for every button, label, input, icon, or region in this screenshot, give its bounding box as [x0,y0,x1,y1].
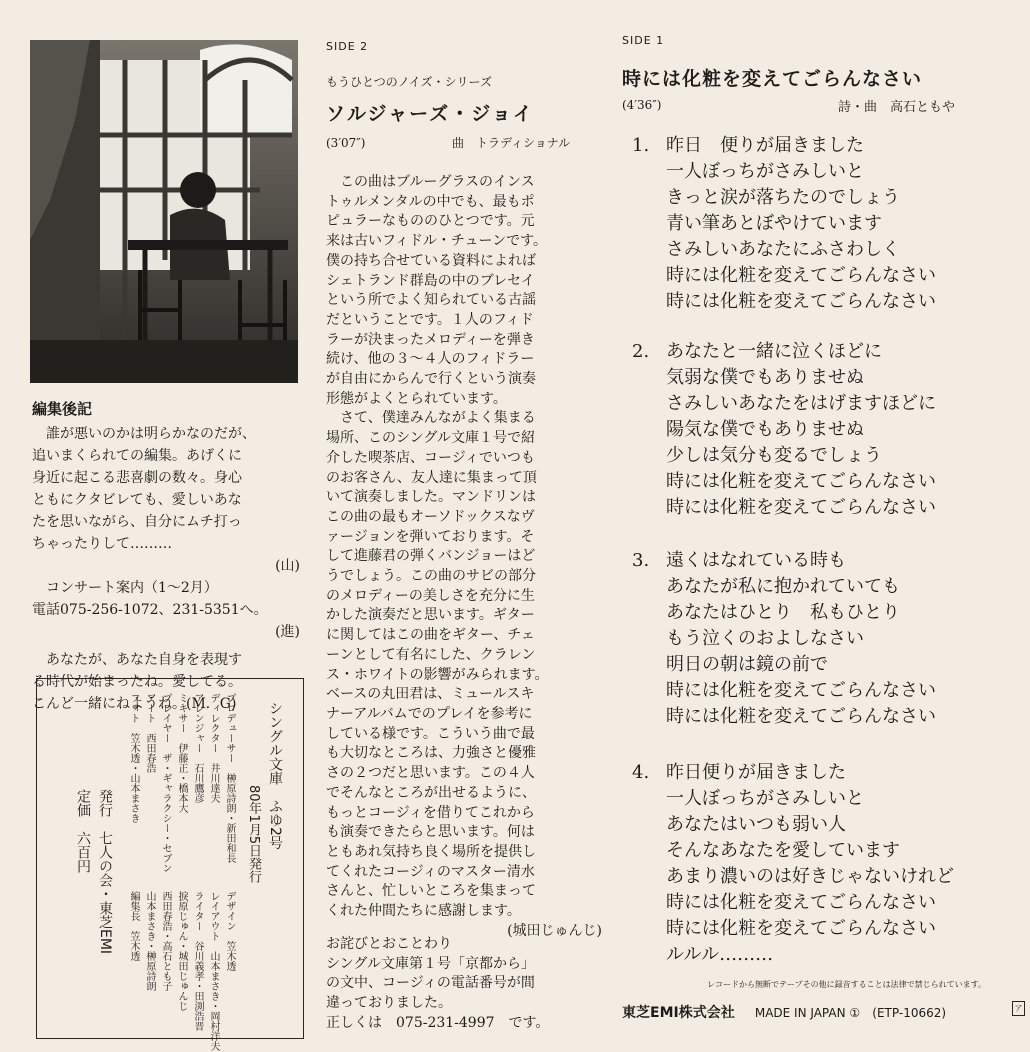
copyright-notice: レコードから無断でテープその他に録音することは法律で禁じられています。 [707,980,986,989]
made-in: MADE IN JAPAN ① [754,1006,861,1020]
label-info [622,1002,946,1022]
lyric-line: 昨日 便りが届きました [666,135,864,156]
credits-date: 80年1月5日発行 [246,785,261,884]
body-line: 僕の持ち合せている資料によれば [326,252,536,269]
lyric-line: 時には化粧を変えてごらんなさい [666,265,936,286]
body-line: も演奏できたらと思います。何は [326,824,535,841]
lyric-line: そんなあなたを愛しています [666,840,900,861]
verse [632,339,992,521]
credit-line: アート 西田春浩 [144,693,155,773]
lyric-line: 一人ぼっちがさみしいと [666,161,864,182]
credits-series: シングル文庫 ふゆ2号 [267,701,283,850]
body-line: てくれたコージィのマスター清水 [326,863,535,880]
afterword-line: 追いまくられての編集。あげくに [32,448,242,464]
lyric-line: 明日の朝は鏡の前で [666,654,828,675]
body-line: して進藤君の弾くバンジョーはど [326,548,536,565]
body-line: 来は古いフィドル・チューンです。 [326,233,548,250]
lyric-line: きっと涙が落ちたのでしょう [666,187,900,208]
credit-line: レイアウト 山本まさき・岡村洋夫 [208,891,219,1051]
body-line: くれた仲間たちに感謝します。 [326,903,521,920]
body-line: トゥルメンタルの中でも、最もポ [326,193,535,210]
lyric-line: さみしいあなたをはげますほどに [666,393,936,414]
body-line: ナーアルバムでのプレイを参考に [326,705,533,722]
lyric-line: もう泣くのおよしなさい [666,628,864,649]
body-line: のお客さん、友人達に集まって頂 [326,469,537,486]
credit-line: 捩原じゅん・城田じゅんじ [176,891,187,1011]
afterword-title: 編集後記 [32,400,93,418]
credit-line: ミキサー 伊藤正・橋本大 [176,693,187,813]
body-line: が自由にからんで行くという演奏 [326,371,536,388]
body-line: いて演奏しました。マンドリンは [326,489,536,506]
lyric-line: あなたが私に抱かれていても [666,576,900,597]
concert-phone: 電話075-256-1072、231-5351へ。 [32,602,268,618]
lyric-line: 時には化粧を変えてごらんなさい [666,918,936,939]
side1-title: 時には化粧を変えてごらんなさい [622,68,923,90]
side2-credit: 曲 トラディショナル [452,136,571,150]
body-line: この曲の最もオーソドックスなヴ [326,508,535,525]
body-line: さて、僕達みんながよく集まる [326,410,536,427]
body-line: 介した喫茶店、コージィでいつも [326,449,535,466]
afterword-line: たを思いながら、自分にムチ打っ [32,514,242,530]
verse-number: 3. [632,550,650,571]
side1-label: SIDE 1 [622,34,665,47]
credits-publisher: 発行 七人の会・東芝EMI [97,789,113,955]
concert-info: コンサート案内（1～2月） [32,580,218,596]
body-line: という所でよく知られている古謡 [326,292,536,309]
photo-cafe-window [30,40,298,383]
verse-number: 2. [632,341,650,362]
body-line: ピュラーなもののひとつです。元 [326,213,535,230]
body-line: この曲はブルーグラスのインス [326,174,535,190]
body-line: シェトランド群島の中のブレセイ [326,272,535,289]
body-line: ーンとして有名にした、クラレン [326,646,536,663]
credit-line: 山本まさき・榊原詩朗 [144,891,155,991]
note-line: 違っておりました。 [326,995,452,1012]
verse [632,133,992,315]
body-line: うでしょう。この曲のサビの部分 [326,568,536,585]
note-line: 正しくは 075-231-4997 です。 [326,1014,550,1031]
credit-line: プロデューサー 榊原詩朗・新田和長 [224,693,235,863]
verse-number: 4. [632,762,650,783]
side2-signature: (城田じゅんじ) [507,922,602,939]
credit-line: フォト 笠木透・山本まさき [128,693,139,823]
body-line: も大切なところは、力強さと優雅 [326,745,536,762]
side2-duration: (3′07″) [326,136,366,150]
body-line: ベースの丸田君は、ミュールスキ [326,686,535,703]
lyric-line: 時には化粧を変えてごらんなさい [666,471,936,492]
apology-note [326,935,549,1034]
credit-line: 編集長 笠木透 [128,891,139,961]
side1-duration: (4′36″) [622,98,662,112]
body-line: ァージョンを弾いております。そ [326,528,535,545]
lyric-line: 一人ぼっちがさみしいと [666,788,864,809]
afterword-signature: (進) [275,624,300,640]
afterword-line: る時代が始まったね。愛してる。 [32,674,242,690]
note-line: お詫びとおことわり [326,936,452,952]
lyric-line: あなたと一緒に泣くほどに [666,341,882,362]
lyric-line: 時には化粧を変えてごらんなさい [666,497,936,518]
corner-mark-icon: ア [1012,1001,1025,1016]
body-line: さんと、忙しいところを集まって [326,883,536,900]
credit-line: アレンジャー 石川鷹彦 [192,693,203,803]
lyric-line: 少しは気分も変るでしょう [666,445,882,466]
afterword-line: あなたが、あなた自身を表現す [32,652,242,668]
lyric-line: 時には化粧を変えてごらんなさい [666,892,936,913]
note-line: シングル文庫第１号「京都から」 [326,955,535,972]
credit-line: ライター 谷川義孝・田渕浩晋 [192,891,203,1031]
lyric-line: あまり濃いのは好きじゃないけれど [666,866,954,887]
credits-price: 定価 六百円 [75,789,91,873]
verse [632,760,992,968]
body-line: もっとコージィを借りてこれから [326,804,535,821]
label-name: 東芝EMI株式会社 [622,1005,735,1021]
lyric-line: あなたはいつも弱い人 [666,814,846,835]
catalog-number: (ETP-10662) [872,1006,947,1020]
lyric-line: 青い筆あとぼやけています [666,213,882,234]
verse [632,548,992,730]
credit-line: プレイヤー ザ・ギャラクシー・セブン [160,693,171,873]
lyric-line: 時には化粧を変えてごらんなさい [666,680,936,701]
body-line: に関してはこの曲をギター、チェ [326,627,535,644]
body-line: だということです。１人のフィド [326,311,534,328]
note-line: の文中、コージィの電話番号が間 [326,975,535,992]
lyric-line: 遠くはなれている時も [666,550,846,571]
afterword-line: 身近に起こる悲喜劇の数々。身心 [32,470,242,486]
side2-body [326,173,606,941]
verse-number: 1. [632,135,650,156]
afterword-body [32,423,300,715]
lyric-line: 時には化粧を変えてごらんなさい [666,706,936,727]
side2-title: ソルジャーズ・ジョイ [326,103,534,125]
credit-line: デザイン 笠木透 [224,891,235,971]
body-line: 場所、このシングル文庫１号で紹 [326,430,535,447]
lyric-line: 気弱な僕でもありませぬ [666,367,864,388]
lyric-line: 昨日便りが届きました [666,762,846,783]
series-name: もうひとつのノイズ・シリーズ [326,75,492,89]
body-line: ス・ホワイトの影響がみられます。 [326,666,549,683]
body-line: でそんなところが出せるように、 [326,784,536,801]
body-line: 続け、他の３～４人のフィドラー [326,351,535,368]
afterword-line: ちゃったりして……… [32,536,172,552]
side1-credit: 詩・曲 高石ともや [838,100,956,115]
afterword-line: こんど一緒にねようね。(M．G) [32,696,237,712]
afterword-line: ともにクタビレても、愛しいあな [32,492,242,508]
body-line: ラーが決まったメロディーを弾き [326,331,535,348]
lyric-line: 陽気な僕でもありませぬ [666,419,864,440]
lyric-line: 時には化粧を変えてごらんなさい [666,291,936,312]
afterword-line: 誰が悪いのかは明らかなのだが、 [32,426,256,442]
body-line: かした演奏だと思います。ギター [326,607,535,624]
body-line: のメロディーの美しさを充分に生 [326,587,535,604]
lyric-line: あなたはひとり 私もひとり [666,602,900,623]
lyric-line: ルルル……… [666,944,774,965]
afterword-signature: (山) [275,558,300,574]
body-line: している様です。こういう曲で最 [326,725,535,742]
body-line: さの２つだと思います。この４人 [326,765,535,782]
credit-line: ディレクター 井川達夫 [208,693,219,803]
body-line: ともあれ気持ち良く場所を提供し [326,843,536,860]
credits-box [36,678,304,1051]
lyric-line: さみしいあなたにふさわしく [666,239,900,260]
side2-label: SIDE 2 [326,40,369,53]
body-line: 形態がよくとられています。 [326,390,507,407]
credit-line: 西田春浩・高石とも子 [160,891,171,991]
